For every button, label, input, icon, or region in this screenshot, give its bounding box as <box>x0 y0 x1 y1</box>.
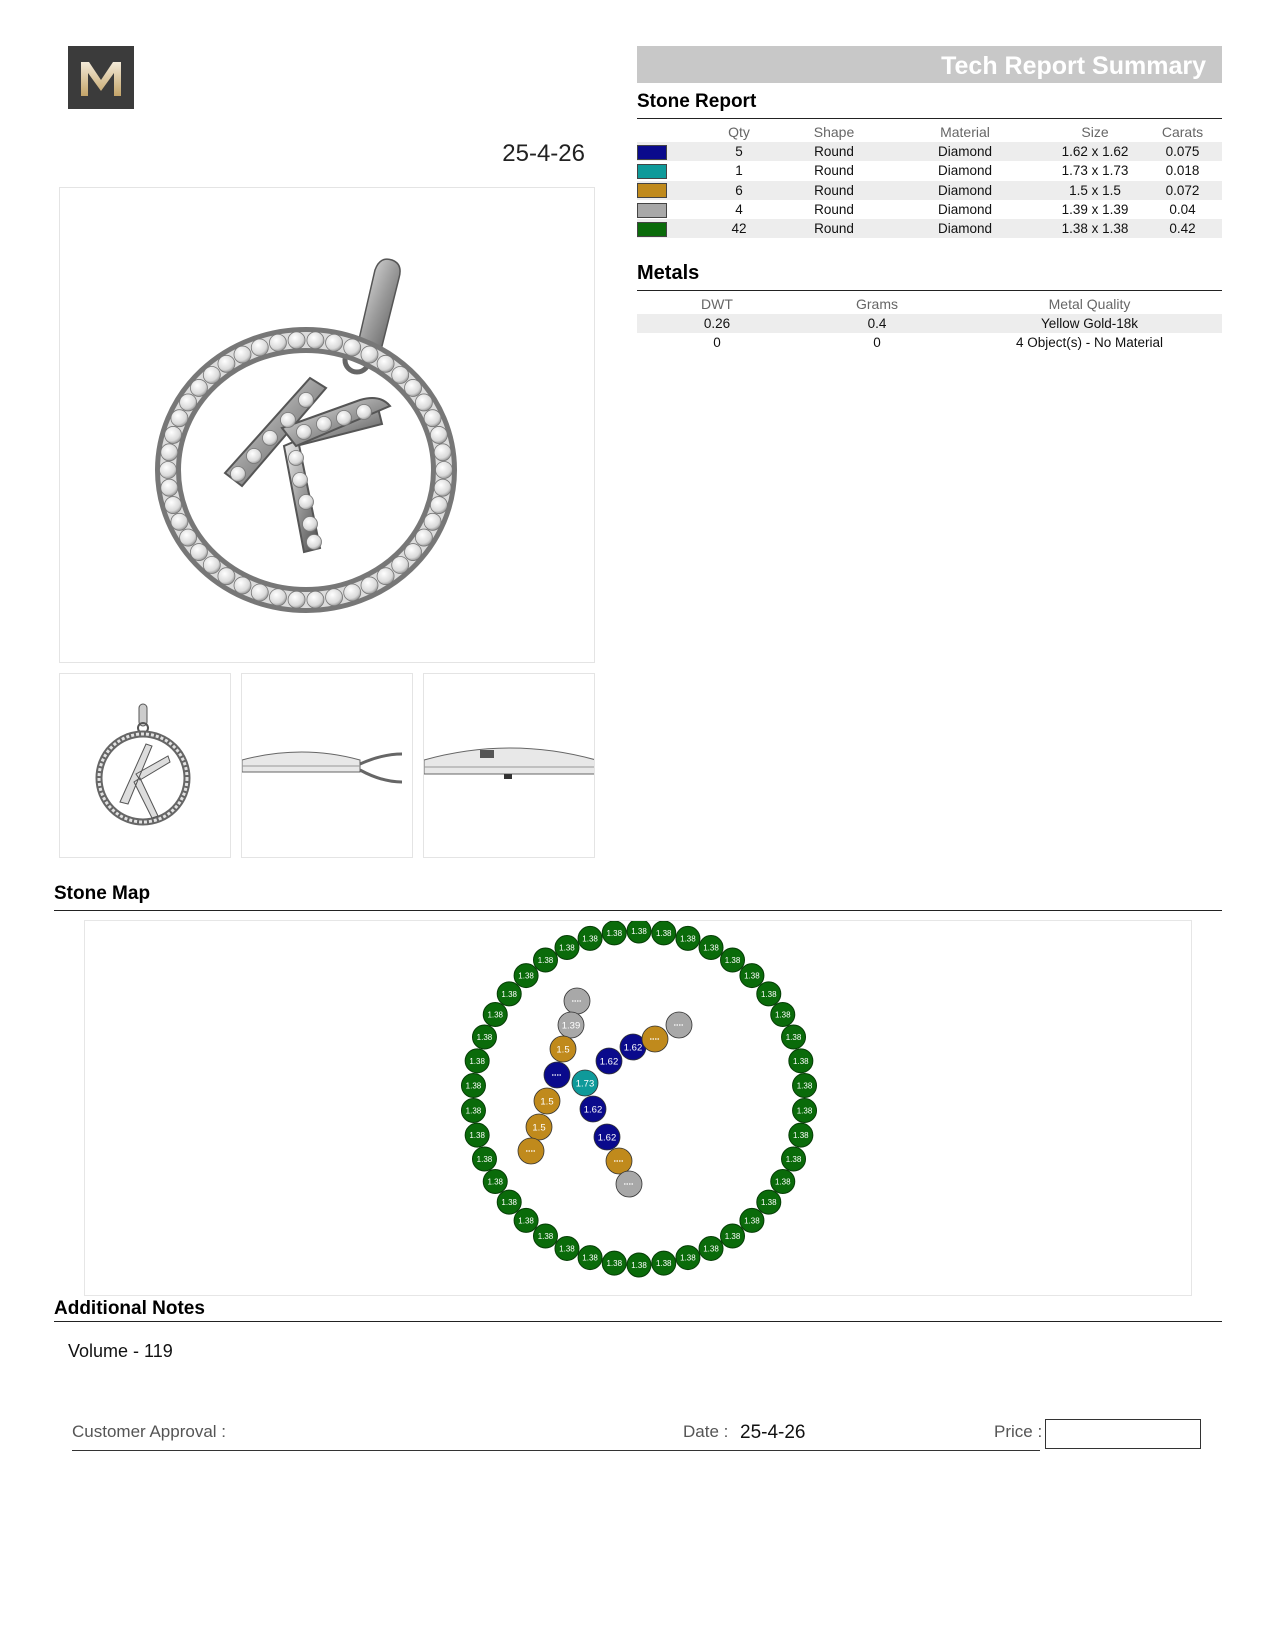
ring-stone-label: 1.38 <box>655 928 672 938</box>
carats-cell: 0.42 <box>1143 219 1222 238</box>
metals-table <box>637 294 1222 353</box>
pendant-gem <box>299 393 314 408</box>
ring-stone-label: 1.38 <box>582 1253 598 1263</box>
thumbnail-top-view[interactable] <box>423 673 595 858</box>
price-input-box[interactable] <box>1045 1419 1201 1449</box>
ring-stone-label: 1.38 <box>774 1010 791 1020</box>
color-swatch <box>637 183 667 198</box>
color-swatch <box>637 222 667 237</box>
pendant-gem <box>326 589 343 606</box>
ring-stone-label: 1.38 <box>537 1231 554 1241</box>
customer-approval-signature-line[interactable] <box>72 1450 1040 1451</box>
shape-cell: Round <box>814 202 854 218</box>
pendant-gem <box>392 557 409 574</box>
ring-stone-label: 1.38 <box>785 1032 802 1042</box>
ring-stone-label: 1.38 <box>606 928 623 938</box>
ring-stone-label: 1.38 <box>703 943 719 953</box>
pendant-gem <box>344 584 361 601</box>
ring-stone-label: 1.38 <box>785 1155 802 1165</box>
pendant-gem <box>424 513 441 530</box>
pendant-gem <box>165 426 182 443</box>
pendant-gem <box>326 334 343 351</box>
metal-quality-cell: Yellow Gold-18k <box>957 314 1222 333</box>
ring-stone-label: 1.38 <box>774 1177 791 1187</box>
ring-stone-label: 1.38 <box>631 1261 647 1270</box>
color-swatch <box>637 164 667 179</box>
k-stone-label: 1.62 <box>597 1132 617 1144</box>
dwt-cell: 0 <box>713 335 721 351</box>
material-cell: Diamond <box>883 181 1047 200</box>
carats-cell: 0.075 <box>1143 142 1222 161</box>
notes-text: Volume - 119 <box>68 1341 173 1361</box>
metals-header-row <box>637 294 1222 314</box>
pendant-gem <box>357 405 372 420</box>
dwt-cell: 0.26 <box>637 314 797 333</box>
ring-stone-label: 1.38 <box>724 956 741 966</box>
pendant-gem <box>263 431 278 446</box>
pendant-gem <box>269 334 286 351</box>
k-stone-label: 1.62 <box>623 1042 643 1054</box>
thumbnail-side-view[interactable] <box>241 673 413 858</box>
pendant-gem <box>361 346 378 363</box>
thumbnail-front-image <box>60 674 231 858</box>
ring-stone-label: 1.38 <box>793 1056 809 1066</box>
pendant-gem <box>392 366 409 383</box>
pendant-gem <box>161 479 178 496</box>
pendant-gem <box>203 557 220 574</box>
pendant-gem <box>307 591 324 608</box>
pendant-gem <box>361 577 378 594</box>
pendant-gem <box>415 394 432 411</box>
ring-stone-label: 1.38 <box>537 956 554 966</box>
metal-quality-cell: 4 Object(s) - No Material <box>1015 335 1164 351</box>
ring-stone-label: 1.38 <box>655 1259 672 1269</box>
size-cell: 1.73 x 1.73 <box>1061 163 1129 179</box>
pendant-gem <box>344 339 361 356</box>
color-column-header <box>637 122 693 142</box>
logo-m-icon <box>77 58 125 98</box>
thumbnail-front-view[interactable] <box>59 673 231 858</box>
k-stone-label: 1.5 <box>540 1096 554 1108</box>
metals-divider <box>637 290 1222 291</box>
customer-approval-label: Customer Approval : <box>72 1422 227 1441</box>
k-stone-label: 1.73 <box>575 1078 595 1090</box>
size-cell: 1.39 x 1.39 <box>1061 202 1129 218</box>
stone-report-divider <box>637 118 1222 119</box>
ring-stone-label: 1.38 <box>796 1081 813 1091</box>
pendant-gem <box>415 529 432 546</box>
stone-map-panel <box>84 920 1192 1296</box>
notes-title: Additional Notes <box>54 1298 205 1319</box>
pendant-gem <box>180 394 197 411</box>
pendant-gem <box>297 425 312 440</box>
metal-quality-column-header: Metal Quality <box>1048 296 1131 312</box>
k-stone-label: 1.62 <box>583 1104 603 1116</box>
table-row <box>637 142 1222 161</box>
pendant-gem <box>190 544 207 561</box>
ring-stone-label: 1.38 <box>793 1131 809 1141</box>
company-logo <box>68 46 134 109</box>
thumbnail-top-image <box>424 674 595 858</box>
stone-report-table <box>637 122 1222 238</box>
pendant-gem <box>247 449 262 464</box>
stone-report-header-row <box>637 122 1222 142</box>
shape-cell: Round <box>785 142 883 161</box>
ring-stone-label: 1.38 <box>518 1216 534 1226</box>
ring-stone-label: 1.38 <box>501 1198 518 1208</box>
carats-cell: 0.072 <box>1143 181 1222 200</box>
stone-map-title: Stone Map <box>54 883 151 904</box>
ring-stone-label: 1.38 <box>744 971 760 981</box>
qty-cell: 6 <box>693 181 785 200</box>
pendant-gem <box>424 410 441 427</box>
ring-stone-label: 1.38 <box>796 1106 813 1116</box>
pendant-gem <box>405 544 422 561</box>
table-row <box>637 314 1222 333</box>
shape-column-header: Shape <box>813 124 855 140</box>
grams-cell: 0.4 <box>797 314 957 333</box>
pendant-gem <box>281 413 296 428</box>
k-stone-label: 1.62 <box>599 1056 619 1068</box>
ring-stone-label: 1.38 <box>744 1216 760 1226</box>
ring-stone-label: 1.38 <box>465 1106 482 1116</box>
pendant-gem <box>317 417 332 432</box>
stone-map-divider <box>54 910 1222 911</box>
pendant-gem <box>231 467 246 482</box>
ring-stone-label: 1.38 <box>476 1155 493 1165</box>
color-swatch <box>637 145 667 160</box>
material-column-header: Material <box>940 124 990 140</box>
material-cell: Diamond <box>937 202 993 218</box>
pendant-gem <box>430 426 447 443</box>
pendant-gem <box>430 497 447 514</box>
ring-stone-label: 1.38 <box>680 934 696 944</box>
material-cell: Diamond <box>937 163 993 179</box>
qty-cell: 4 <box>735 202 743 218</box>
table-row <box>637 161 1222 180</box>
table-row <box>637 219 1222 238</box>
thumbnail-side-image <box>242 674 413 858</box>
ring-stone-label: 1.38 <box>487 1010 504 1020</box>
pendant-gem <box>288 591 305 608</box>
grams-cell: 0 <box>873 335 881 351</box>
material-cell: Diamond <box>883 142 1047 161</box>
qty-cell: 42 <box>693 219 785 238</box>
ring-stone-label: 1.38 <box>703 1244 719 1254</box>
material-cell: Diamond <box>883 219 1047 238</box>
ring-stone-label: 1.38 <box>631 927 647 936</box>
pendant-gem <box>293 473 308 488</box>
pendant-gem <box>303 517 318 532</box>
pendant-gem <box>234 577 251 594</box>
ring-stone-label: 1.38 <box>559 1244 575 1254</box>
dwt-column-header: DWT <box>701 296 733 312</box>
pendant-gem <box>299 495 314 510</box>
table-row <box>637 333 1222 352</box>
table-row <box>637 181 1222 200</box>
carats-cell: 0.04 <box>1169 202 1196 218</box>
main-product-render <box>59 187 595 663</box>
notes-divider <box>54 1321 1222 1322</box>
pendant-gem <box>436 462 453 479</box>
report-header: Tech Report Summary <box>637 46 1222 83</box>
pendant-gem <box>218 355 235 372</box>
pendant-gem <box>377 355 394 372</box>
shape-cell: Round <box>785 219 883 238</box>
ring-stone-label: 1.38 <box>760 989 777 999</box>
color-swatch <box>637 203 667 218</box>
approval-date-value: 25-4-26 <box>740 1422 806 1443</box>
k-stone-label: 1.5 <box>556 1044 570 1056</box>
size-column-header: Size <box>1081 124 1109 140</box>
pendant-gem <box>251 584 268 601</box>
pendant-gem <box>251 339 268 356</box>
pendant-gem <box>337 411 352 426</box>
ring-stone-label: 1.38 <box>680 1253 696 1263</box>
pendant-gem <box>377 568 394 585</box>
pendant-gem <box>307 332 324 349</box>
qty-cell: 1 <box>735 163 743 179</box>
qty-cell: 5 <box>693 142 785 161</box>
shape-cell: Round <box>785 181 883 200</box>
top-date: 25-4-26 <box>502 140 585 167</box>
pendant-render-image <box>60 188 595 663</box>
ring-stone-label: 1.38 <box>606 1259 623 1269</box>
shape-cell: Round <box>814 163 854 179</box>
table-row <box>637 200 1222 219</box>
pendant-gem <box>180 529 197 546</box>
qty-column-header: Qty <box>728 124 750 140</box>
ring-stone-label: 1.38 <box>476 1032 493 1042</box>
k-stone-label: 1.39 <box>561 1020 581 1032</box>
metals-title: Metals <box>637 262 700 284</box>
ring-stone-label: 1.38 <box>582 934 598 944</box>
grams-column-header: Grams <box>856 296 898 312</box>
pendant-gem <box>307 535 322 550</box>
pendant-gem <box>218 568 235 585</box>
carats-column-header: Carats <box>1161 124 1204 140</box>
pendant-gem <box>288 332 305 349</box>
pendant-gem <box>434 479 451 496</box>
pendant-gem <box>269 589 286 606</box>
approval-date-label: Date : <box>683 1422 729 1441</box>
ring-stone-label: 1.38 <box>487 1177 504 1187</box>
price-label: Price : <box>994 1422 1043 1441</box>
pendant-gem <box>160 462 177 479</box>
ring-stone-label: 1.38 <box>469 1056 485 1066</box>
carats-cell: 0.018 <box>1165 163 1200 179</box>
pendant-gem <box>161 444 178 461</box>
pendant-gem <box>165 497 182 514</box>
ring-stone-label: 1.38 <box>760 1198 777 1208</box>
pendant-gem <box>190 379 207 396</box>
size-cell: 1.38 x 1.38 <box>1047 219 1143 238</box>
size-cell: 1.62 x 1.62 <box>1047 142 1143 161</box>
ring-stone-label: 1.38 <box>501 989 518 999</box>
pendant-gem <box>434 444 451 461</box>
ring-stone-label: 1.38 <box>518 971 534 981</box>
pendant-gem <box>289 451 304 466</box>
ring-stone-label: 1.38 <box>724 1231 741 1241</box>
ring-stone-label: 1.38 <box>559 943 575 953</box>
pendant-gem <box>405 379 422 396</box>
ring-stone-label: 1.38 <box>469 1131 485 1141</box>
k-stone-label: 1.5 <box>532 1122 546 1134</box>
pendant-gem <box>203 366 220 383</box>
ring-stone-label: 1.38 <box>465 1081 482 1091</box>
pendant-gem <box>171 513 188 530</box>
stone-map-diagram <box>85 921 1193 1297</box>
stone-report-title: Stone Report <box>637 91 757 112</box>
pendant-gem <box>234 346 251 363</box>
size-cell: 1.5 x 1.5 <box>1047 181 1143 200</box>
pendant-gem <box>171 410 188 427</box>
